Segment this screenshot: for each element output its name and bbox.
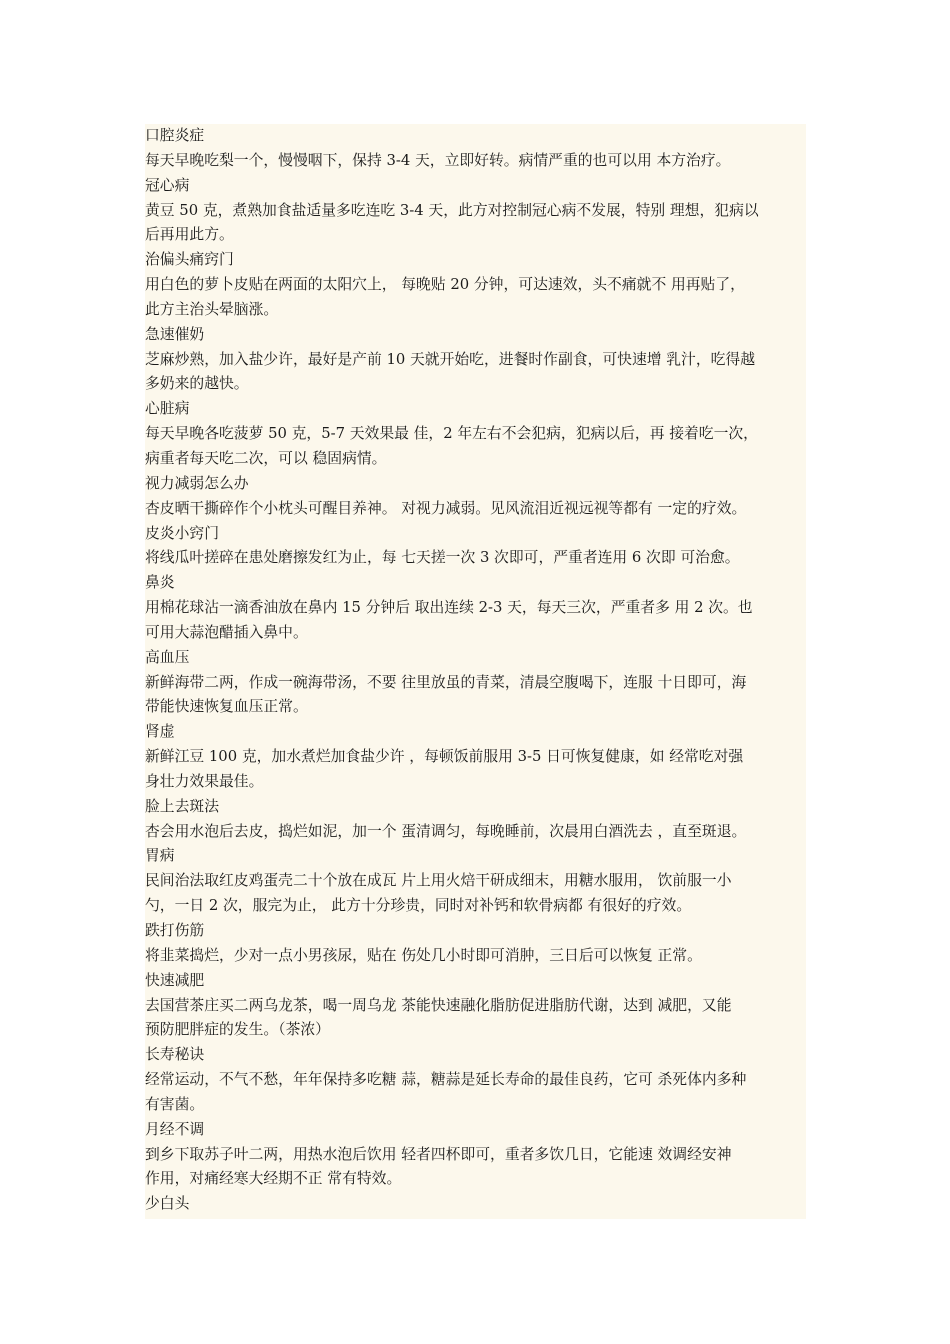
heading-hypertension: 高血压 xyxy=(145,648,190,666)
remedy-text: 可用大蒜泡醋插入鼻中。 xyxy=(145,623,308,641)
remedy-text: 每天早晚各吃菠萝 50 克，5-7 天效果最 佳，2 年左右不会犯病，犯病以后，再 接着吃一次， xyxy=(145,425,758,443)
heading-premature-gray-hair: 少白头 xyxy=(145,1195,190,1213)
remedy-text: 将韭菜捣烂，少对一点小男孩尿，贴在 伤处几小时即可消肿，三日后可以恢复 正常。 xyxy=(145,946,702,964)
remedy-text: 杏会用水泡后去皮，捣烂如泥，加一个 蛋清调匀，每晚睡前，次晨用白酒洗去 ，直至斑退。 xyxy=(145,822,747,840)
heading-dermatitis: 皮炎小窍门 xyxy=(145,524,219,542)
remedy-text: 杏皮晒干撕碎作个小枕头可醒目养神。 对视力减弱。见风流泪近视远视等都有 一定的疗效。 xyxy=(145,499,747,517)
heading-longevity: 长寿秘诀 xyxy=(145,1046,205,1064)
remedy-text: 多奶来的越快。 xyxy=(145,375,249,393)
heading-coronary-disease: 冠心病 xyxy=(145,176,190,194)
heading-oral-inflammation: 口腔炎症 xyxy=(145,127,205,144)
remedy-text: 每天早晚吃梨一个，慢慢咽下，保持 3-4 天，立即好转。病情严重的也可以用 本方治疗。 xyxy=(145,151,731,169)
heading-face-spots: 脸上去斑法 xyxy=(145,797,219,815)
remedy-text: 用棉花球沾一滴香油放在鼻内 15 分钟后 取出连续 2-3 天，每天三次，严重者多 用 2 次。也 xyxy=(145,599,753,617)
remedy-text: 此方主治头晕脑涨。 xyxy=(145,300,279,318)
remedy-text: 黄豆 50 克，煮熟加食盐适量多吃连吃 3-4 天，此方对控制冠心病不发展，特别 理想，犯病以 xyxy=(145,201,759,219)
heading-migraine: 治偏头痛窍门 xyxy=(145,251,234,269)
remedy-text: 勺，一日 2 次，服完为止， 此方十分珍贵，同时对补钙和软骨病都 有很好的疗效。 xyxy=(145,897,692,915)
heading-weight-loss: 快速减肥 xyxy=(145,971,205,989)
remedy-text: 带能快速恢复血压正常。 xyxy=(145,698,308,716)
heading-sprain: 跌打伤筋 xyxy=(145,922,205,939)
remedy-text: 病重者每天吃二次，可以 稳固病情。 xyxy=(145,449,387,467)
remedy-text: 有害菌。 xyxy=(145,1095,205,1113)
remedy-text: 预防肥胖症的发生。（茶浓） xyxy=(145,1021,330,1039)
remedy-text: 作用，对痛经寒大经期不正 常有特效。 xyxy=(145,1170,402,1188)
remedy-text: 新鲜海带二两，作成一碗海带汤，不要 往里放虽的青菜，清晨空腹喝下，连服 十日即可，海 xyxy=(145,673,747,691)
heading-lactation: 急速催奶 xyxy=(145,325,205,343)
heading-heart-disease: 心脏病 xyxy=(145,400,190,418)
remedy-text: 将线瓜叶搓碎在患处磨擦发红为止，每 七天搓一次 3 次即可，严重者连用 6 次即 可治愈。 xyxy=(145,549,740,567)
heading-stomach: 胃病 xyxy=(145,847,175,865)
remedy-text: 用白色的萝卜皮贴在两面的太阳穴上， 每晚贴 20 分钟，可达速效，头不痛就不 用再贴了， xyxy=(145,276,745,294)
remedy-text: 去国营茶庄买二两乌龙茶，喝一周乌龙 茶能快速融化脂肪促进脂肪代谢，达到 减肥，又能 xyxy=(145,996,732,1014)
remedy-text: 芝麻炒熟，加入盐少许，最好是产前 10 天就开始吃，进餐时作副食，可快速增 乳汁，吃得越 xyxy=(145,350,756,368)
remedy-text: 到乡下取苏子叶二两，用热水泡后饮用 轻者四杯即可，重者多饮几日，它能速 效调经安神 xyxy=(145,1145,732,1163)
remedy-text: 民间治法取红皮鸡蛋壳二十个放在成瓦 片上用火焙干研成细末，用糖水服用， 饮前服一小 xyxy=(145,872,732,890)
heading-menstruation: 月经不调 xyxy=(145,1120,205,1138)
document-panel xyxy=(145,124,806,1219)
heading-vision: 视力减弱怎么办 xyxy=(145,474,249,492)
remedy-text: 身壮力效果最佳。 xyxy=(145,772,264,790)
heading-kidney-deficiency: 肾虚 xyxy=(145,723,175,741)
remedy-text: 后再用此方。 xyxy=(145,226,234,244)
remedy-text: 新鲜江豆 100 克，加水煮烂加食盐少许 ，每顿饭前服用 3-5 日可恢复健康，如 经常吃对强 xyxy=(145,748,744,766)
heading-rhinitis: 鼻炎 xyxy=(145,574,175,592)
remedy-text: 经常运动，不气不愁，年年保持多吃糖 蒜，糖蒜是延长寿命的最佳良药，它可 杀死体内多种 xyxy=(145,1071,747,1089)
